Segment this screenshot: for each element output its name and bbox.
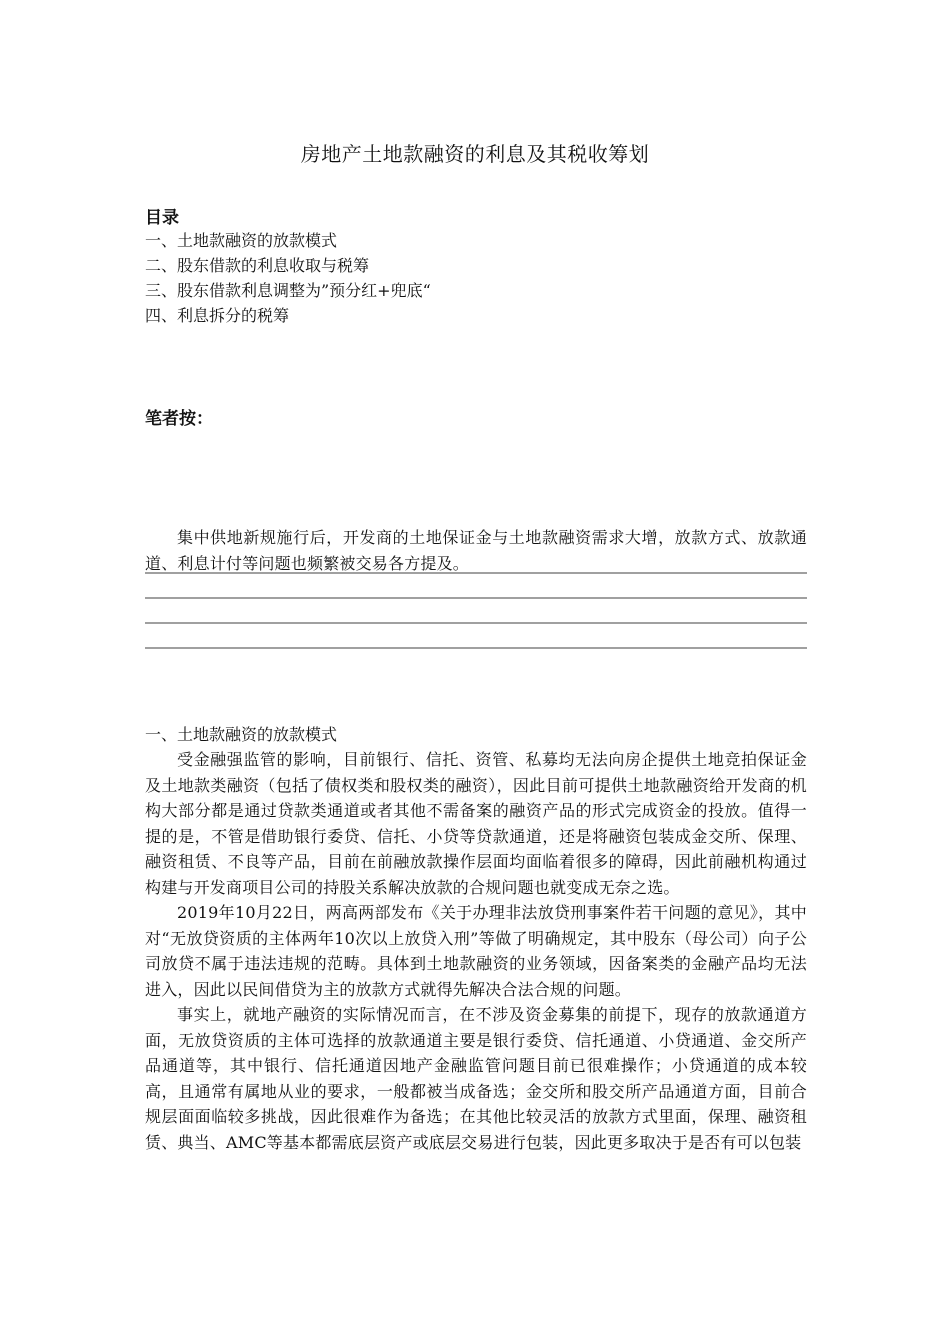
horizontal-rule	[145, 572, 807, 574]
author-note-heading: 笔者按：	[145, 409, 213, 429]
section-body	[145, 747, 807, 1155]
toc-item: 一、土地款融资的放款模式	[145, 231, 338, 250]
toc-item: 三、股东借款利息调整为”预分红+兜底“	[145, 281, 431, 300]
body-paragraph: 2019年10月22日，两高两部发布《关于办理非法放贷刑事案件若干问题的意见》，其中对“无放贷资质的主体两年10次以上放贷入刑”等做了明确规定，其中股东（母公司）向子公司放贷不属于违法违规的范畴。具体到土地款融资的业务领域，因备案类的金融产品均无法进入，因此以民间借贷为主的放款方式就得先解决合法合规的问题。	[145, 903, 807, 999]
section-heading: 一、土地款融资的放款模式	[145, 725, 338, 744]
toc-heading: 目录	[145, 208, 179, 228]
ruled-lines	[145, 572, 807, 672]
horizontal-rule	[145, 597, 807, 599]
horizontal-rule	[145, 647, 807, 649]
toc-item: 四、利息拆分的税筹	[145, 306, 290, 325]
toc-list	[145, 228, 431, 328]
body-paragraph: 受金融强监管的影响，目前银行、信托、资管、私募均无法向房企提供土地竞拍保证金及土地款类融资（包括了债权类和股权类的融资），因此目前可提供土地款融资给开发商的机构大部分都是通过贷款类通道或者其他不需备案的融资产品的形式完成资金的投放。值得一提的是，不管是借助银行委贷、信托、小贷等贷款通道，还是将融资包装成金交所、保理、融资租赁、不良等产品，目前在前融放款操作层面均面临着很多的障碍，因此前融机构通过构建与开发商项目公司的持股关系解决放款的合规问题也就变成无奈之选。	[145, 750, 807, 897]
page-title: 房地产土地款融资的利息及其税收筹划	[300, 142, 650, 166]
intro-paragraph: 集中供地新规施行后，开发商的土地保证金与土地款融资需求大增，放款方式、放款通道、利息计付等问题也频繁被交易各方提及。	[145, 528, 807, 573]
body-paragraph: 事实上，就地产融资的实际情况而言，在不涉及资金募集的前提下，现存的放款通道方面，无放贷资质的主体可选择的放款通道主要是银行委贷、信托通道、小贷通道、金交所产品通道等，其中银行、信托通道因地产金融监管问题目前已很难操作；小贷通道的成本较高，且通常有属地从业的要求，一般都被当成备选；金交所和股交所产品通道方面，目前合规层面面临较多挑战，因此很难作为备选；在其他比较灵活的放款方式里面，保理、融资租赁、典当、AMC等基本都需底层资产或底层交易进行包装，因此更多取决于是否有可以包装	[145, 1005, 807, 1152]
horizontal-rule	[145, 622, 807, 624]
toc-item: 二、股东借款的利息收取与税筹	[145, 256, 370, 275]
